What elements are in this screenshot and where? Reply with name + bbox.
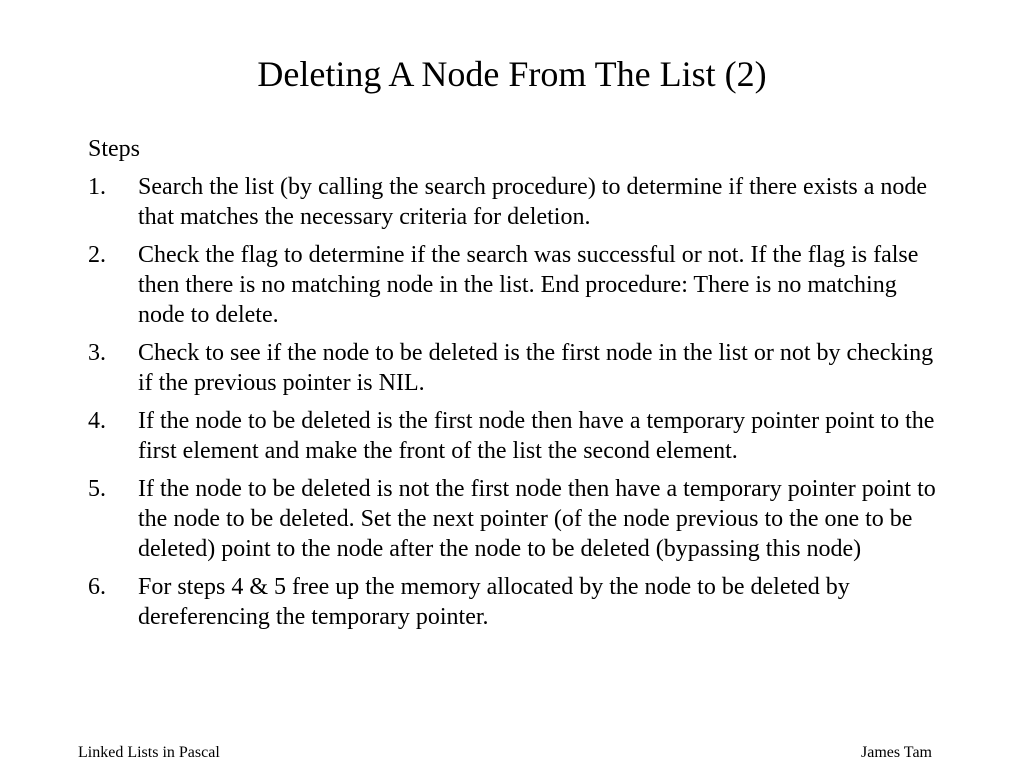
list-item: [88, 338, 948, 398]
step-number: 1.: [88, 174, 106, 200]
step-number: 3.: [88, 340, 106, 366]
list-item: [88, 172, 948, 232]
list-item: [88, 406, 948, 466]
steps-heading: Steps: [88, 136, 141, 162]
list-item: [88, 572, 948, 632]
list-item: [88, 240, 948, 330]
step-text: Check to see if the node to be deleted is the first node in the list or not by checking if the previous pointer is NIL.: [138, 340, 934, 396]
step-number: 5.: [88, 476, 106, 502]
step-text: For steps 4 & 5 free up the memory allocated by the node to be deleted by dereferencing the temporary pointer.: [138, 574, 850, 630]
step-text: If the node to be deleted is the first node then have a temporary pointer point to the first element and make the front of the list the second element.: [138, 408, 935, 464]
step-text: Check the flag to determine if the search was successful or not. If the flag is false then there is no matching node in the list. End procedure: There is no matching node to delete.: [138, 242, 919, 328]
step-text: Search the list (by calling the search procedure) to determine if there exists a node that matches the necessary criteria for deletion.: [138, 174, 928, 230]
footer-author: James Tam: [860, 744, 932, 761]
step-number: 6.: [88, 574, 106, 600]
list-item: [88, 474, 948, 564]
slide-title: Deleting A Node From The List (2): [257, 54, 767, 94]
steps-list: [88, 172, 948, 640]
step-number: 4.: [88, 408, 106, 434]
footer-course-title: Linked Lists in Pascal: [78, 744, 220, 761]
step-text: If the node to be deleted is not the first node then have a temporary pointer point to the node to be deleted. Set the next pointer (of the node previous to the one to be deleted) point to the node after the node to be deleted (bypassing this node): [138, 476, 936, 562]
step-number: 2.: [88, 242, 106, 268]
